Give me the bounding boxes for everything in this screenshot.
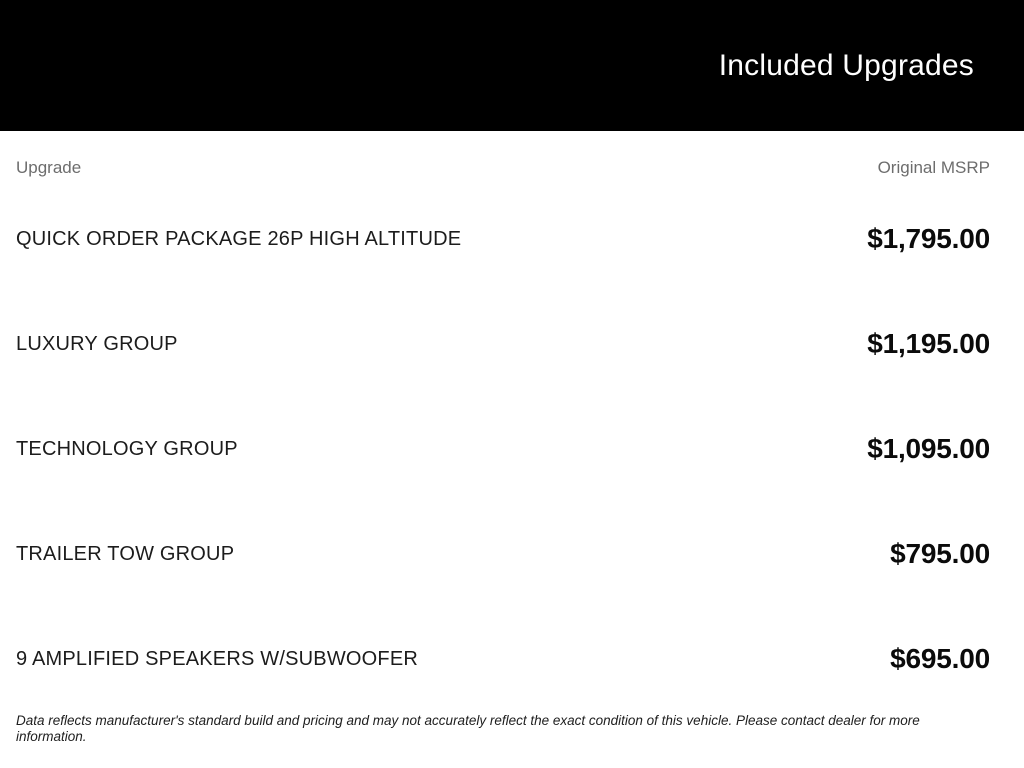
table-row bbox=[16, 291, 990, 396]
table-row bbox=[16, 186, 990, 291]
upgrade-name: TECHNOLOGY GROUP bbox=[16, 437, 238, 460]
table-row bbox=[16, 501, 990, 606]
disclaimer-text: Data reflects manufacturer's standard build and pricing and may not accurately reflect the exact condition of this vehicle. Please contact dealer for more information. bbox=[16, 713, 920, 744]
page-title: Included Upgrades bbox=[718, 48, 974, 82]
page-header-banner bbox=[0, 0, 1024, 131]
upgrade-msrp: $1,095.00 bbox=[867, 432, 990, 464]
column-header-upgrade: Upgrade bbox=[16, 157, 82, 177]
upgrade-name: LUXURY GROUP bbox=[16, 332, 178, 355]
column-header-original-msrp: Original MSRP bbox=[877, 157, 990, 177]
upgrade-name: TRAILER TOW GROUP bbox=[16, 542, 235, 565]
upgrade-msrp: $695.00 bbox=[890, 642, 990, 674]
table-header-row bbox=[16, 157, 990, 177]
upgrades-panel bbox=[0, 157, 1024, 745]
upgrade-msrp: $1,795.00 bbox=[867, 222, 990, 254]
upgrade-name: QUICK ORDER PACKAGE 26P HIGH ALTITUDE bbox=[16, 227, 462, 250]
table-row bbox=[16, 606, 990, 711]
upgrade-msrp: $795.00 bbox=[890, 537, 990, 569]
upgrades-table-body bbox=[16, 186, 990, 711]
table-row bbox=[16, 396, 990, 501]
upgrade-msrp: $1,195.00 bbox=[867, 327, 990, 359]
upgrade-name: 9 AMPLIFIED SPEAKERS W/SUBWOOFER bbox=[16, 647, 419, 670]
